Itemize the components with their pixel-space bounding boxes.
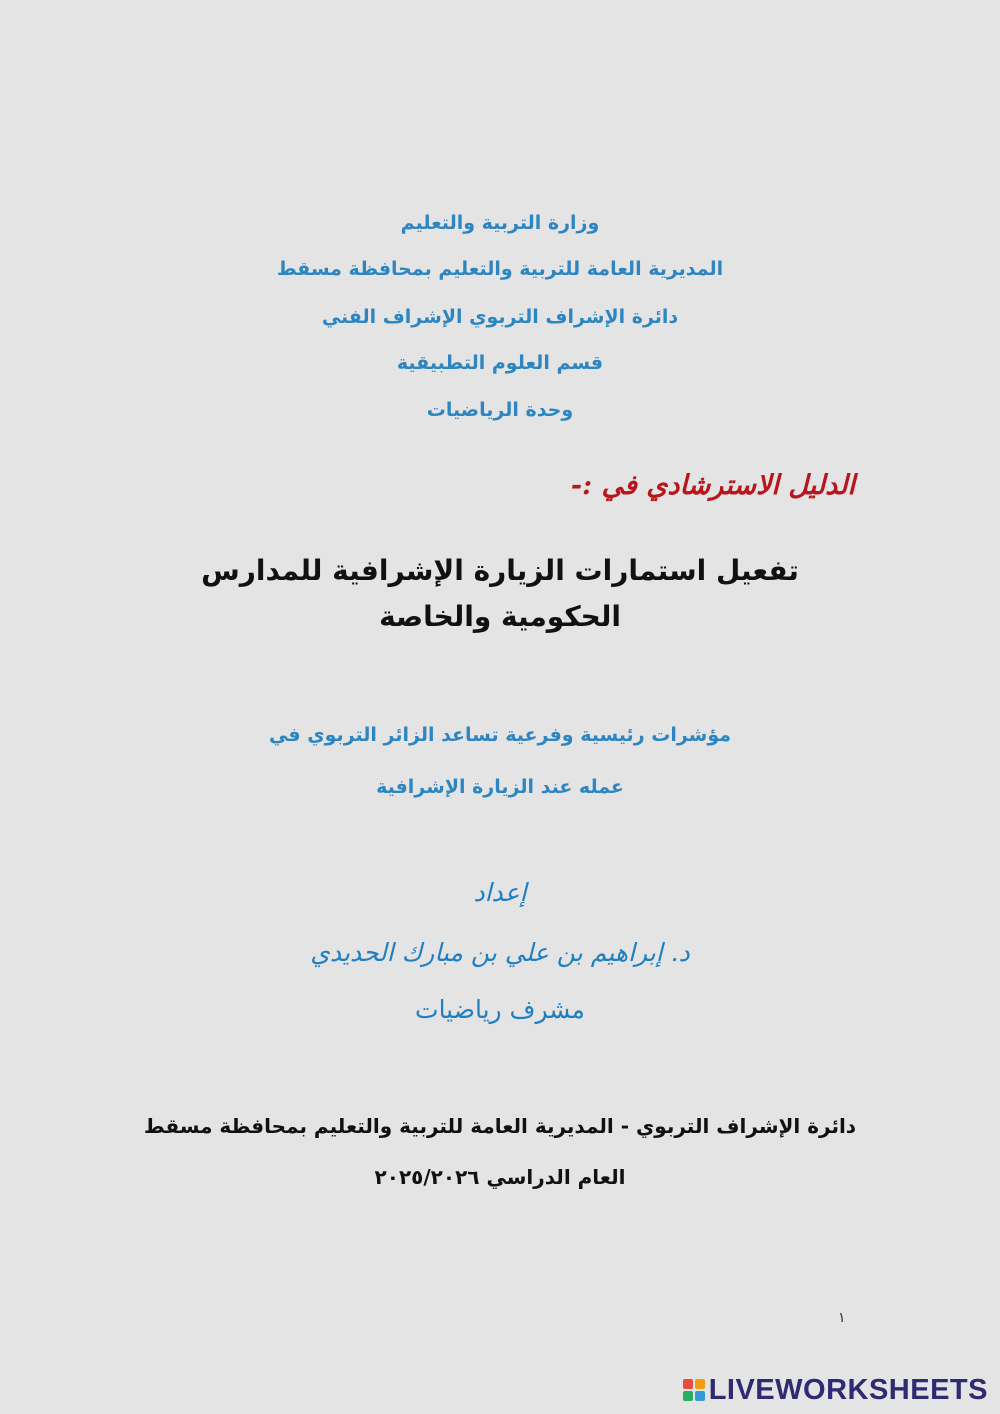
department-name: دائرة الإشراف التربوي الإشراف الفني: [321, 306, 679, 328]
preparation-label: إعداد: [473, 878, 527, 907]
subtitle-line-2: عمله عند الزيارة الإشرافية: [376, 776, 624, 798]
logo-square-icon: [695, 1379, 705, 1389]
author-role: مشرف رياضيات: [415, 995, 585, 1024]
author-name: د. إبراهيم بن علي بن مبارك الحديدي: [310, 938, 690, 967]
main-title: تفعيل استمارات الزيارة الإشرافية للمدارس الحكومية والخاصة: [201, 554, 799, 633]
liveworksheets-logo-icon: [683, 1379, 705, 1401]
logo-square-icon: [683, 1379, 693, 1389]
liveworksheets-brand-text: LIVEWORKSHEETS: [708, 1373, 988, 1406]
ministry-name: وزارة التربية والتعليم: [400, 212, 600, 234]
logo-square-icon: [695, 1391, 705, 1401]
guide-label: الدليل الاسترشادي في :-: [570, 470, 855, 501]
unit-name: وحدة الرياضيات: [426, 399, 574, 421]
footer-line-1: دائرة الإشراف التربوي - المديرية العامة للتربية والتعليم بمحافظة مسقط: [143, 1114, 857, 1138]
footer-academic-year: العام الدراسي ٢٠٢٥/٢٠٢٦: [374, 1165, 626, 1189]
liveworksheets-watermark: [683, 1372, 988, 1408]
subtitle-line-1: مؤشرات رئيسية وفرعية تساعد الزائر التربوي في: [268, 724, 732, 746]
logo-square-icon: [683, 1391, 693, 1401]
page-number: ١: [838, 1310, 846, 1326]
section-name: قسم العلوم التطبيقية: [396, 352, 604, 374]
directorate-name: المديرية العامة للتربية والتعليم بمحافظة مسقط: [276, 258, 724, 280]
